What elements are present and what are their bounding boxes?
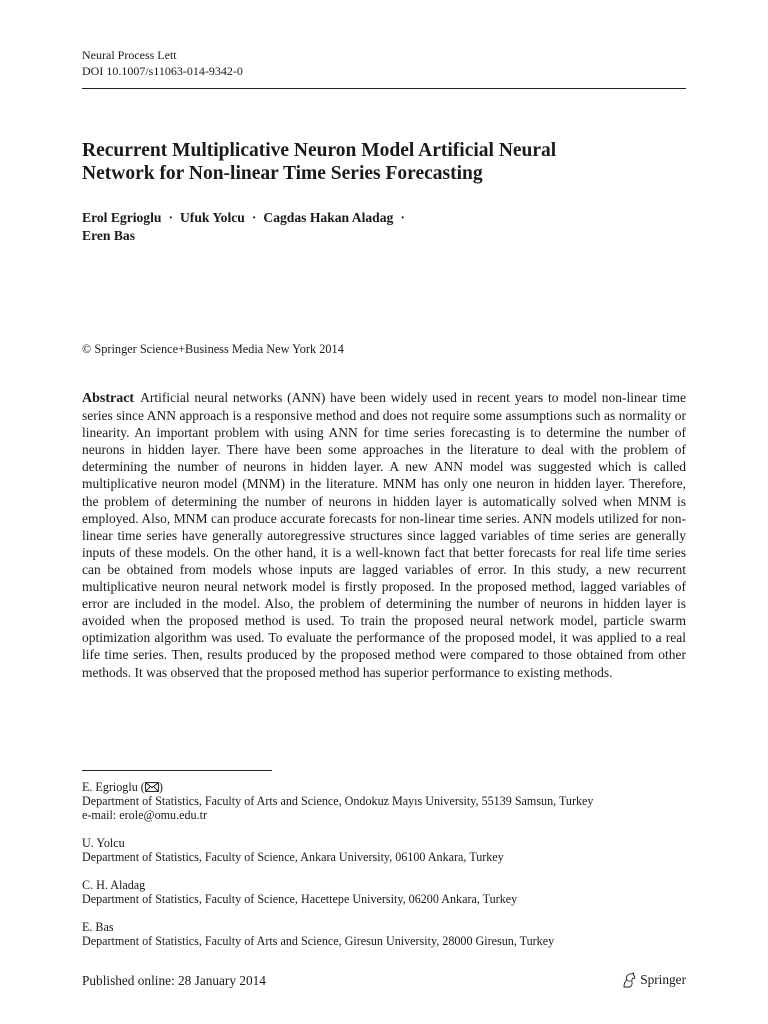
footnote-author: U. Yolcu	[82, 836, 125, 850]
footnote-author: C. H. Aladag	[82, 877, 146, 892]
publisher-logo	[621, 972, 686, 988]
footnote-email[interactable]: e-mail: erole@omu.edu.tr	[82, 808, 207, 823]
author-name[interactable]: Eren Bas	[82, 228, 136, 243]
abstract-label: Abstract	[82, 391, 135, 406]
springer-horse-icon	[621, 972, 636, 988]
abstract	[82, 389, 686, 681]
author-name[interactable]: Cagdas Hakan Aladag	[263, 210, 394, 225]
journal-name: Neural Process Lett	[82, 48, 177, 62]
author-separator: ·	[400, 210, 405, 225]
author-separator: ·	[168, 210, 173, 225]
author-separator: ·	[251, 210, 257, 225]
footnote-affiliation: Department of Statistics, Faculty of Arts and Science, Ondokuz Mayıs University, 55139 Samsun, Turkey	[82, 794, 594, 809]
footnote-yolcu	[82, 836, 686, 864]
journal-header	[82, 48, 243, 79]
footnote-egrioglu	[82, 780, 686, 823]
footnote-author-close: )	[158, 780, 163, 794]
footnote-aladag	[82, 878, 686, 906]
footnote-author: E. Egrioglu (	[82, 780, 145, 794]
footnote-bas	[82, 920, 686, 948]
publisher-name: Springer	[640, 972, 686, 987]
footnote-affiliation: Department of Statistics, Faculty of Science, Hacettepe University, 06200 Ankara, Turkey	[82, 892, 518, 906]
footnote-affiliation: Department of Statistics, Faculty of Arts and Science, Giresun University, 28000 Giresun, Turkey	[82, 933, 555, 948]
footnote-affiliation: Department of Statistics, Faculty of Science, Ankara University, 06100 Ankara, Turkey	[82, 850, 504, 865]
title-line: Recurrent Multiplicative Neuron Model Artificial Neural	[82, 140, 557, 161]
copyright-notice: © Springer Science+Business Media New York 2014	[82, 342, 344, 356]
paper-title	[82, 139, 686, 185]
author-list	[82, 209, 686, 245]
affiliation-footnotes	[82, 780, 686, 961]
title-line: Network for Non-linear Time Series Forecasting	[82, 163, 483, 184]
abstract-text: Artificial neural networks (ANN) have been widely used in recent years to model non-linear time series since ANN approach is a responsive method and does not require some assumptions such as normality or linearity. An important problem with using ANN for time series forecasting is to determine the number of neurons in hidden layer. There have been some approaches in the literature to deal with the problem of determining the number of neurons in hidden layer. A new ANN model was suggested which is called multiplicative neuron model (MNM) in the literature. MNM has only one neuron in hidden layer. Therefore, the problem of determining the number of neurons in hidden layer is automatically solved when MNM is employed. Also, MNM can produce accurate forecasts for non-linear time series. ANN models utilized for non-linear time series have generally autoregressive structures since lagged variables of time series are generally inputs of these models. On the other hand, it is a well-known fact that better forecasts for real life time series can be obtained from models whose inputs are lagged variables of error. In this study, a new recurrent multiplicative neuron neural network model is firstly proposed. In the proposed method, lagged variables of error are included in the model. Also, the problem of determining the number of neurons in hidden layer is avoided when the proposed method is used. To train the proposed neural network model, particle swarm optimization algorithm was used. To evaluate the performance of the proposed model, it was applied to a real life time series. Then, results produced by the proposed method were compared to those obtained from other methods. It was observed that the proposed method has superior performance to existing methods.	[82, 390, 686, 680]
footnote-rule	[82, 770, 272, 771]
footnote-author: E. Bas	[82, 919, 114, 934]
doi[interactable]: DOI 10.1007/s11063-014-9342-0	[82, 63, 243, 78]
header-rule	[82, 88, 686, 89]
published-date: Published online: 28 January 2014	[82, 973, 266, 988]
author-name[interactable]: Ufuk Yolcu	[179, 210, 245, 225]
author-name[interactable]: Erol Egrioglu	[82, 210, 162, 225]
envelope-icon[interactable]	[145, 782, 159, 792]
